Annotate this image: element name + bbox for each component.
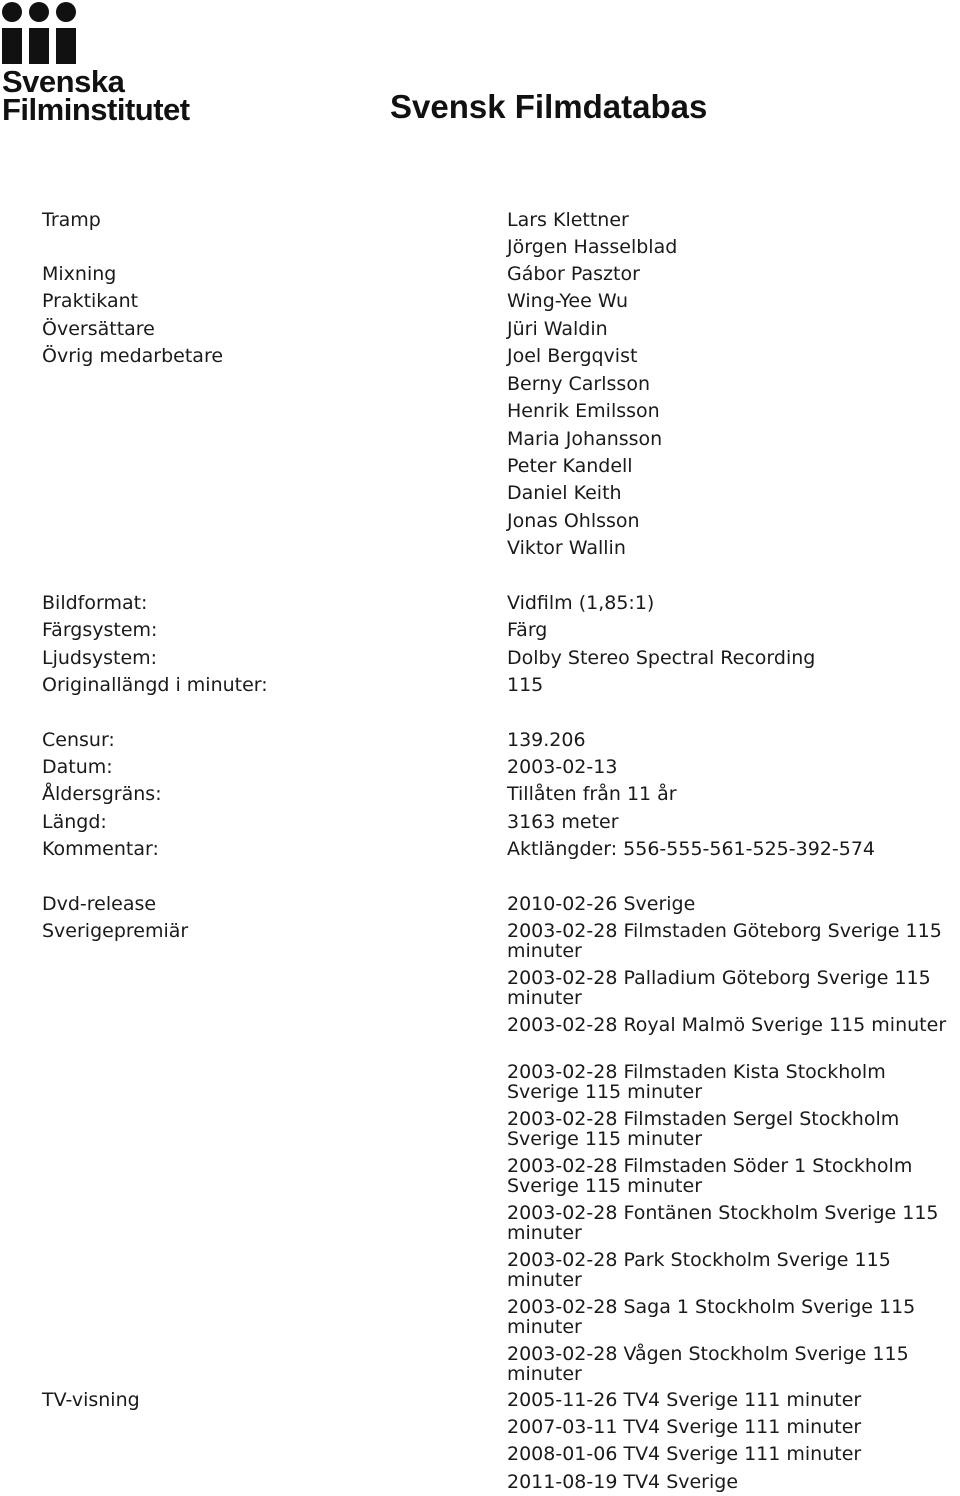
censorship-label: Kommentar:: [42, 838, 159, 860]
crew-role: Övrig medarbetare: [42, 345, 224, 367]
release-value: 2003-02-28 Filmstaden Söder 1 Stockholm Sverige 115 minuter: [507, 1155, 913, 1197]
technical-value: 115: [507, 674, 544, 696]
censorship-value: 3163 meter: [507, 811, 619, 833]
page-title: Svensk Filmdatabas: [390, 88, 708, 125]
release-value: 2005-11-26 TV4 Sverige 111 minuter: [507, 1389, 862, 1411]
technical-value: Vidfilm (1,85:1): [507, 592, 655, 614]
technical-label: Färgsystem:: [42, 619, 158, 641]
release-value: 2003-02-28 Filmstaden Kista Stockholm Sverige 115 minuter: [507, 1061, 886, 1103]
crew-name: Gábor Pasztor: [507, 263, 640, 285]
censorship-label: Datum:: [42, 756, 113, 778]
crew-role: Praktikant: [42, 290, 139, 312]
technical-label: Bildformat:: [42, 592, 148, 614]
crew-name: Peter Kandell: [507, 455, 633, 477]
crew-role: Översättare: [42, 318, 155, 340]
release-value: 2003-02-28 Vågen Stockholm Sverige 115 minuter: [507, 1343, 909, 1385]
crew-name: Berny Carlsson: [507, 373, 650, 395]
release-value: 2003-02-28 Filmstaden Sergel Stockholm Sverige 115 minuter: [507, 1108, 900, 1150]
crew-name: Daniel Keith: [507, 482, 622, 504]
technical-label: Originallängd i minuter:: [42, 674, 268, 696]
release-label: TV-visning: [42, 1389, 140, 1411]
technical-value: Färg: [507, 619, 548, 641]
release-value: 2010-02-26 Sverige: [507, 893, 696, 915]
censorship-label: Censur:: [42, 729, 115, 751]
censorship-label: Åldersgräns:: [42, 783, 162, 805]
release-value: 2011-08-19 TV4 Sverige: [507, 1471, 739, 1493]
release-value: 2003-02-28 Saga 1 Stockholm Sverige 115 minuter: [507, 1296, 916, 1338]
release-label: Sverigepremiär: [42, 920, 189, 942]
crew-role: Tramp: [42, 209, 101, 231]
svenska-filminstitutet-logo: [2, 2, 202, 126]
crew-name: Maria Johansson: [507, 428, 663, 450]
release-value: 2003-02-28 Filmstaden Göteborg Sverige 115 minuter: [507, 920, 942, 962]
censorship-value: Aktlängder: 556-555-561-525-392-574: [507, 838, 876, 860]
crew-name: Wing-Yee Wu: [507, 290, 629, 312]
censorship-label: Längd:: [42, 811, 107, 833]
release-value: 2007-03-11 TV4 Sverige 111 minuter: [507, 1416, 862, 1438]
crew-name: Henrik Emilsson: [507, 400, 660, 422]
crew-name: Lars Klettner: [507, 209, 629, 231]
technical-label: Ljudsystem:: [42, 647, 158, 669]
release-value: 2003-02-28 Palladium Göteborg Sverige 115 minuter: [507, 967, 931, 1009]
crew-name: Jüri Waldin: [507, 318, 608, 340]
crew-name: Joel Bergqvist: [507, 345, 638, 367]
logo-text-line1: Svenska: [2, 64, 125, 99]
crew-name: Jonas Ohlsson: [507, 510, 640, 532]
technical-value: Dolby Stereo Spectral Recording: [507, 647, 816, 669]
logo-text-line2: Filminstitutet: [2, 92, 190, 127]
censorship-value: Tillåten från 11 år: [507, 783, 677, 805]
release-value: 2008-01-06 TV4 Sverige 111 minuter: [507, 1443, 862, 1465]
censorship-value: 2003-02-13: [507, 756, 618, 778]
censorship-value: 139.206: [507, 729, 586, 751]
release-value: 2003-02-28 Park Stockholm Sverige 115 minuter: [507, 1249, 891, 1291]
crew-name: Viktor Wallin: [507, 537, 626, 559]
crew-name: Jörgen Hasselblad: [507, 236, 678, 258]
release-value: 2003-02-28 Fontänen Stockholm Sverige 115 minuter: [507, 1202, 939, 1244]
release-value: 2003-02-28 Royal Malmö Sverige 115 minuter: [507, 1014, 947, 1036]
crew-role: Mixning: [42, 263, 117, 285]
release-label: Dvd-release: [42, 893, 157, 915]
